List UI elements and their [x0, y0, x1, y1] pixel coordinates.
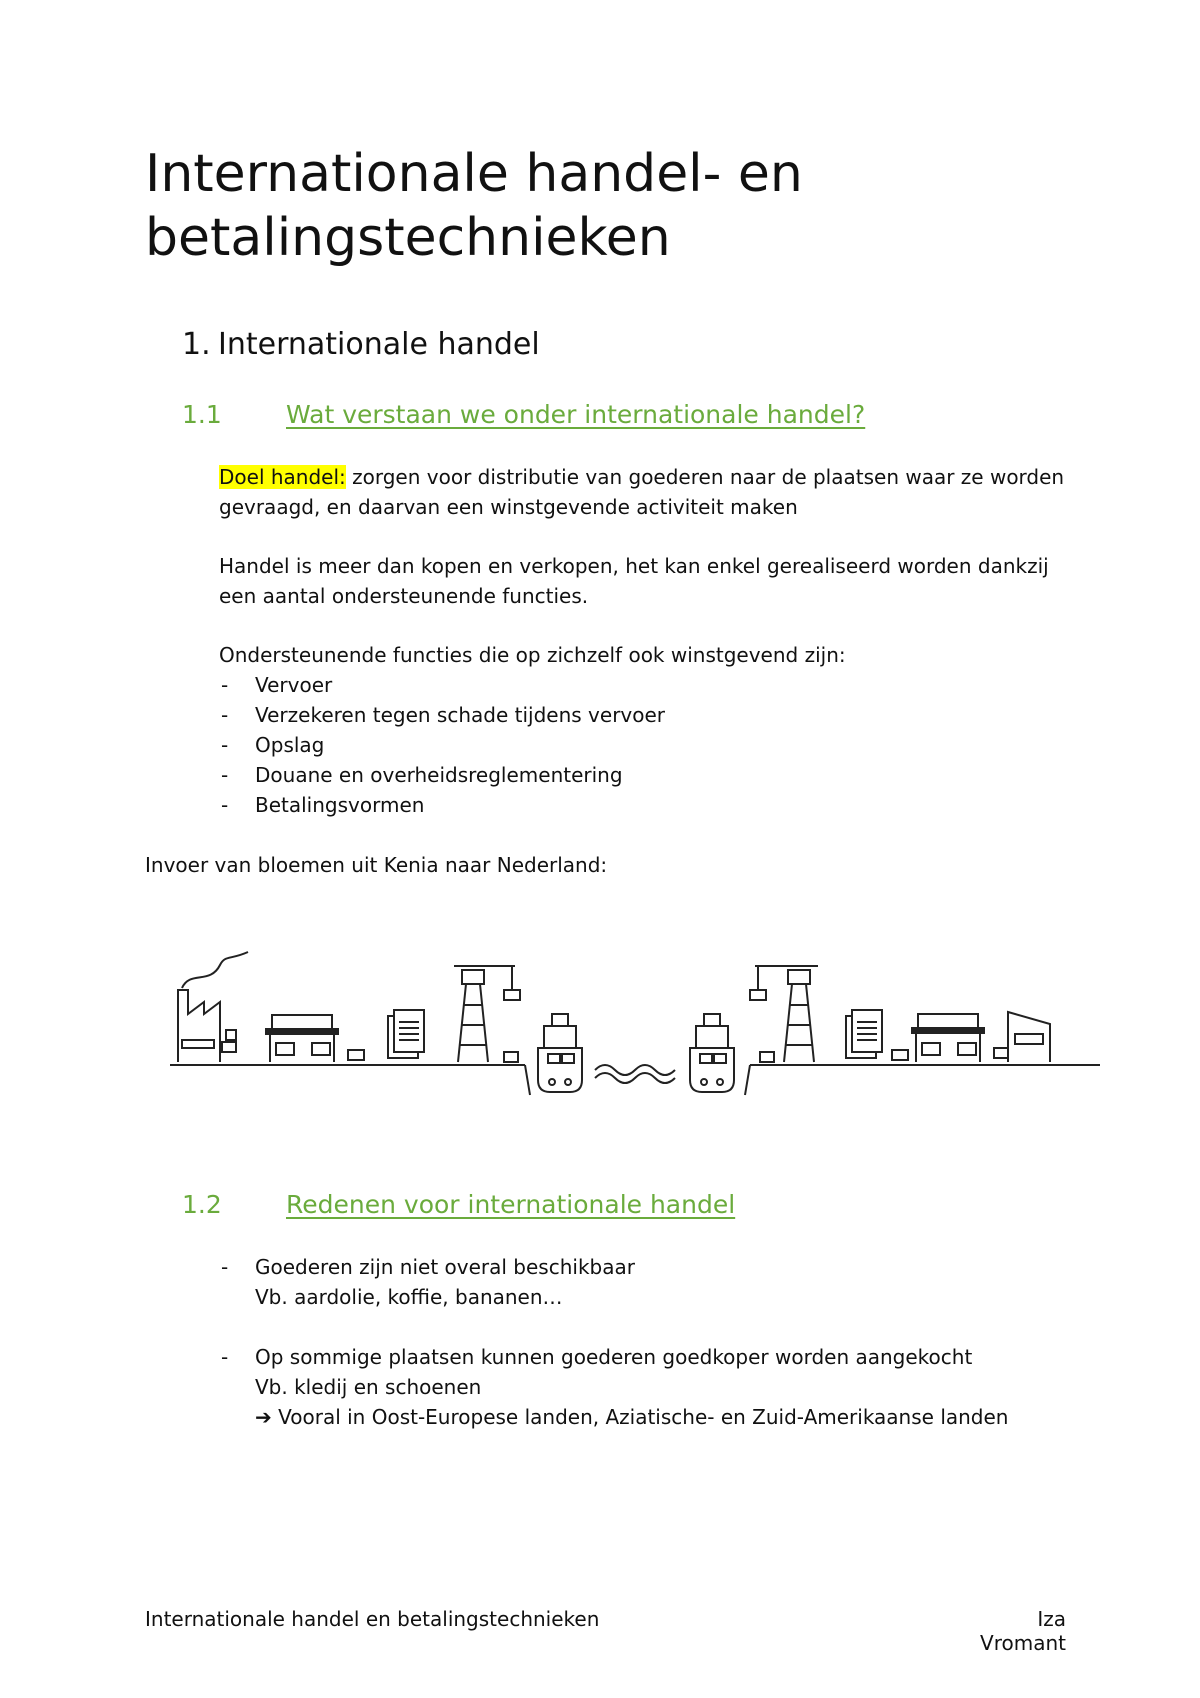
reason-example: Vb. aardolie, koffie, bananen…: [255, 1285, 563, 1309]
reason-note: [255, 1402, 1069, 1432]
list-item: - Opslag: [219, 730, 1069, 760]
trade-chain-illustration: [170, 930, 1100, 1110]
crane-icon-left: [454, 966, 520, 1062]
reason-text: - Goederen zijn niet overal beschikbaar: [255, 1255, 635, 1279]
warehouse-icon-right: [892, 1014, 984, 1062]
support-paragraph: Handel is meer dan kopen en verkopen, het kan enkel gerealiseerd worden dankzij een aantal ondersteunende functies.: [219, 554, 1049, 608]
footer-left: Internationale handel en betalingstechnieken: [145, 1607, 600, 1631]
document-title: Internationale handel- en betalingstechnieken: [145, 144, 803, 268]
goal-text: zorgen voor distributie van goederen naar de plaatsen waar ze worden gevraagd, en daarvan een winstgevende activiteit maken: [219, 465, 1065, 519]
section-1-1-number: 1.1: [182, 400, 222, 429]
footer-right: Iza Vromant: [980, 1607, 1066, 1655]
list-intro: Ondersteunende functies die op zichzelf ook winstgevend zijn:: [219, 643, 846, 667]
goal-paragraph: [219, 462, 1069, 522]
ship-icon-left: [538, 1014, 582, 1092]
list-item: - Douane en overheidsreglementering: [219, 760, 1069, 790]
quay-left: [525, 1065, 530, 1095]
section-1-heading: [182, 327, 540, 362]
reason-item: [219, 1252, 1069, 1312]
reason-note-text: Vooral in Oost-Europese landen, Aziatische- en Zuid-Amerikaanse landen: [278, 1405, 1009, 1429]
section-1-number: 1.: [182, 327, 211, 362]
reason-item: [219, 1342, 1069, 1432]
reasons-list: [219, 1252, 1069, 1432]
documents-icon-right: [846, 1010, 882, 1058]
ship-icon-right: [690, 1014, 734, 1092]
support-functions: [219, 640, 1069, 820]
quay-right: [745, 1065, 750, 1095]
section-1-2-heading: [182, 1190, 735, 1219]
shop-icon: [994, 1012, 1050, 1062]
reason-text: - Op sommige plaatsen kunnen goederen goedkoper worden aangekocht: [255, 1345, 973, 1369]
reason-example: Vb. kledij en schoenen: [255, 1375, 482, 1399]
section-1-title: Internationale handel: [218, 327, 540, 362]
factory-icon: [178, 952, 248, 1062]
section-1-2-title: Redenen voor internationale handel: [286, 1190, 736, 1219]
section-1-2-number: 1.2: [182, 1190, 222, 1219]
goal-label: Doel handel:: [219, 465, 346, 489]
crane-icon-right: [750, 966, 818, 1062]
list-item: - Betalingsvormen: [219, 790, 1069, 820]
example-caption: Invoer van bloemen uit Kenia naar Nederland:: [145, 853, 608, 877]
sea-waves-icon: [595, 1065, 675, 1083]
list-item: - Vervoer: [219, 670, 1069, 700]
list-item: - Verzekeren tegen schade tijdens vervoer: [219, 700, 1069, 730]
arrow-right-icon: ➔: [255, 1405, 279, 1429]
section-1-1-heading: [182, 400, 865, 429]
documents-icon-left: [388, 1010, 424, 1058]
section-1-1-title: Wat verstaan we onder internationale handel?: [286, 400, 866, 429]
support-functions-list: [219, 670, 1069, 820]
warehouse-icon-left: [266, 1015, 364, 1062]
